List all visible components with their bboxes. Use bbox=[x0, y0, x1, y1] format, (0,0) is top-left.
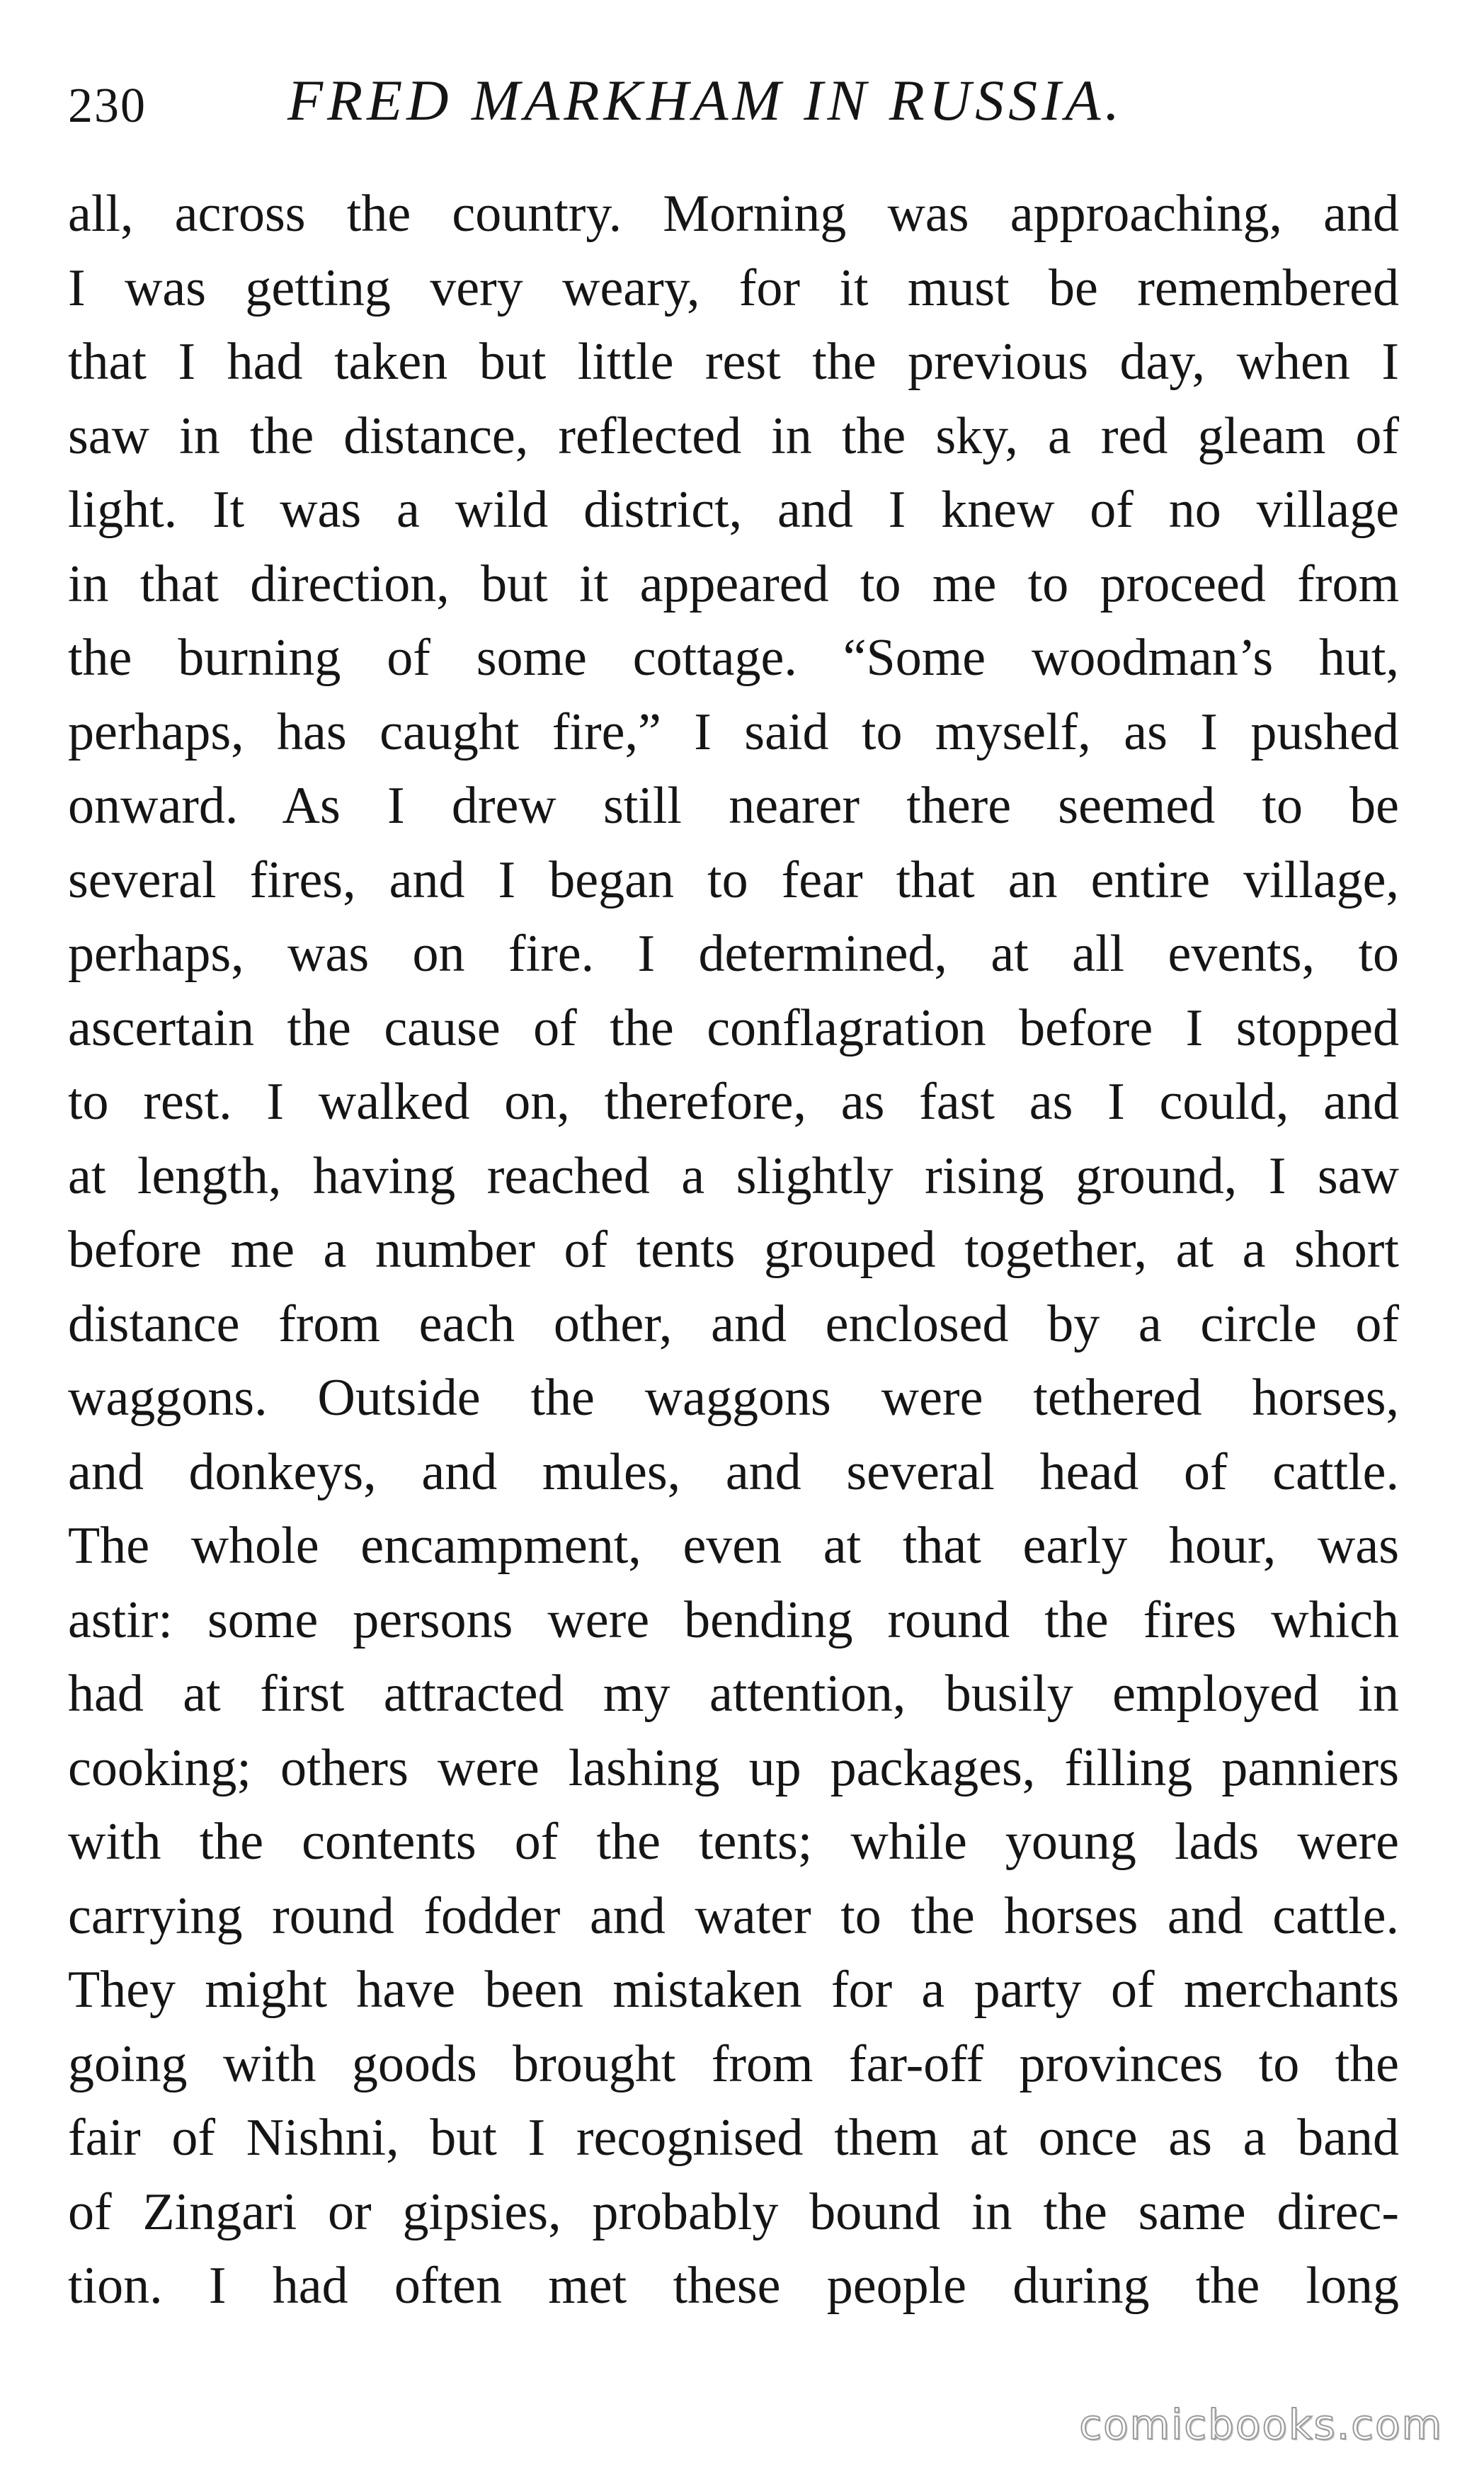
text-line: in that direction, but it appeared to me to proceed from bbox=[68, 554, 1399, 613]
body-text bbox=[68, 177, 1399, 2323]
text-line: tion. I had often met these people during the long bbox=[68, 2257, 1399, 2315]
text-line: fair of Nishni, but I recognised them at once as a band bbox=[68, 2109, 1399, 2167]
text-line: distance from each other, and enclosed by a circle of bbox=[68, 1294, 1399, 1353]
text-line: that I had taken but little rest the previous day, when I bbox=[68, 333, 1399, 391]
text-line: They might have been mistaken for a party of merchants bbox=[68, 1961, 1399, 2019]
text-line: going with goods brought from far-off provinces to the bbox=[68, 2034, 1399, 2093]
text-line: with the contents of the tents; while young lads were bbox=[68, 1813, 1399, 1871]
text-line: cooking; others were lashing up packages, filling panniers bbox=[68, 1738, 1399, 1797]
text-line: several fires, and I began to fear that an entire village, bbox=[68, 850, 1399, 909]
text-line: astir: some persons were bending round the fires which bbox=[68, 1590, 1399, 1649]
text-line: the burning of some cottage. “Some woodman’s hut, bbox=[68, 629, 1399, 687]
page-number: 230 bbox=[68, 79, 147, 133]
text-line: perhaps, has caught fire,” I said to myself, as I pushed bbox=[68, 702, 1399, 761]
text-line: and donkeys, and mules, and several head of cattle. bbox=[68, 1442, 1399, 1501]
text-line: of Zingari or gipsies, probably bound in the same direc- bbox=[68, 2182, 1399, 2241]
text-line: to rest. I walked on, therefore, as fast as I could, and bbox=[68, 1073, 1399, 1131]
text-line: perhaps, was on fire. I determined, at all events, to bbox=[68, 925, 1399, 983]
text-line: had at first attracted my attention, busily employed in bbox=[68, 1665, 1399, 1723]
running-head bbox=[68, 65, 1399, 150]
text-line: The whole encampment, even at that early hour, was bbox=[68, 1517, 1399, 1575]
text-line: carrying round fodder and water to the horses and cattle. bbox=[68, 1886, 1399, 1945]
text-line: waggons. Outside the waggons were tethered horses, bbox=[68, 1369, 1399, 1427]
text-line: at length, having reached a slightly rising ground, I saw bbox=[68, 1146, 1399, 1205]
text-line: ascertain the cause of the conflagration before I stopped bbox=[68, 998, 1399, 1057]
text-line: saw in the distance, reflected in the sky, a red gleam of bbox=[68, 406, 1399, 465]
text-line: light. It was a wild district, and I knew of no village bbox=[68, 481, 1399, 539]
watermark: comicbooks.com bbox=[1079, 2401, 1443, 2449]
text-line: onward. As I drew still nearer there seemed to be bbox=[68, 777, 1399, 835]
running-title: FRED MARKHAM IN RUSSIA. bbox=[287, 68, 1124, 132]
text-line: before me a number of tents grouped together, at a short bbox=[68, 1221, 1399, 1279]
text-line: all, across the country. Morning was approaching, and bbox=[68, 185, 1399, 243]
text-line: I was getting very weary, for it must be remembered bbox=[68, 258, 1399, 317]
